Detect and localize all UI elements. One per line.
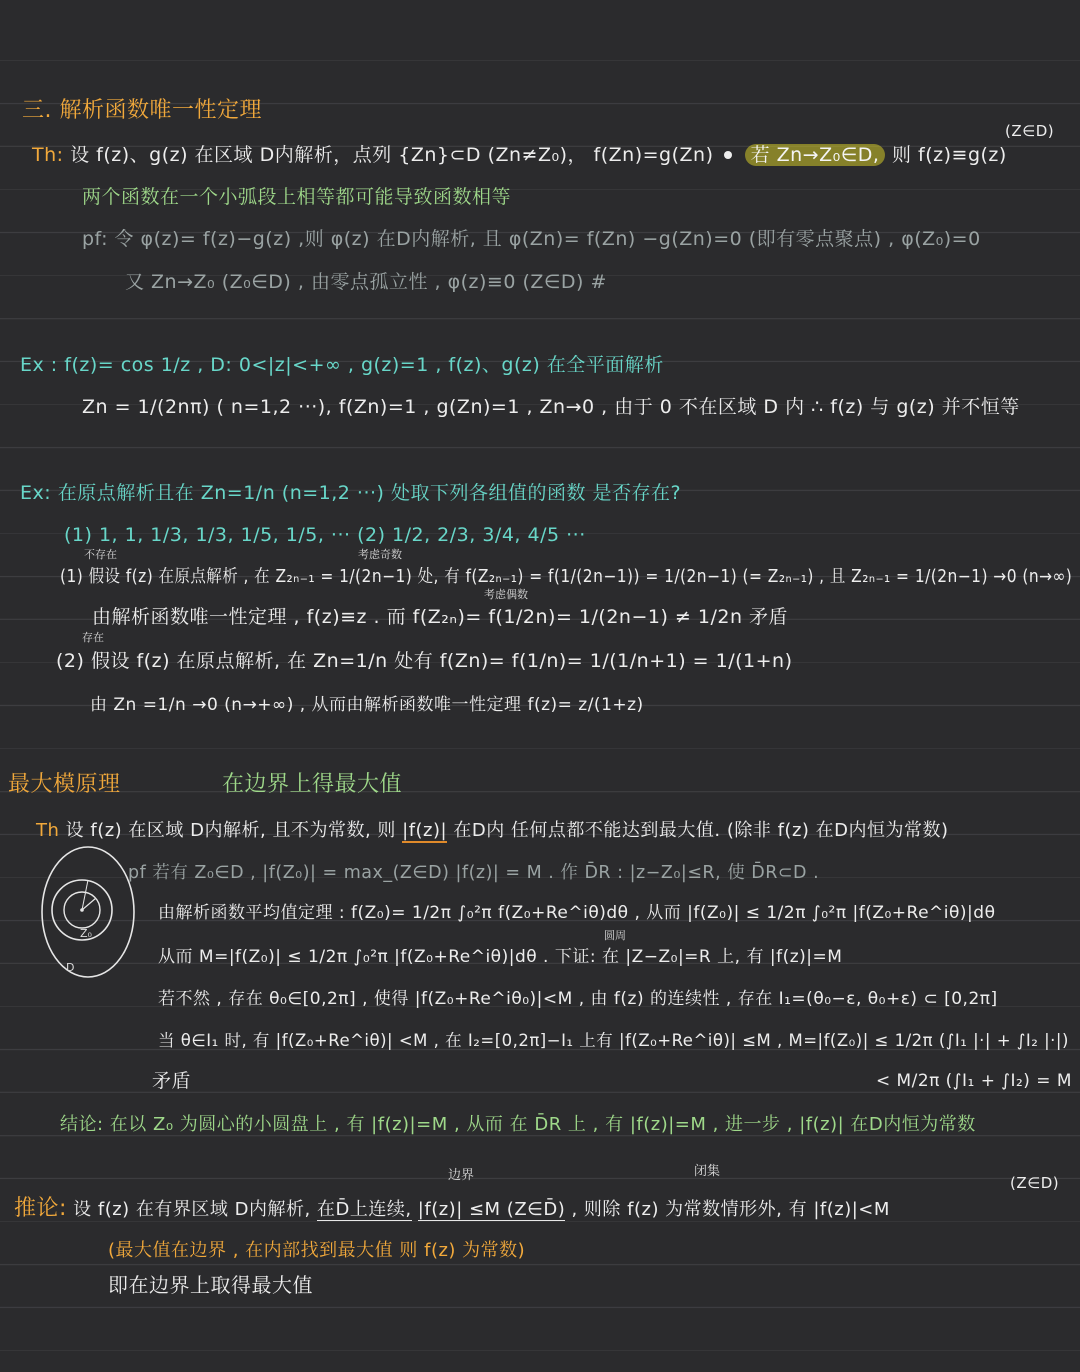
maxmod-theorem-part1: 设 f(z) 在区域 D内解析, 且不为常数, 则 bbox=[65, 820, 396, 841]
diagram-d-label: D bbox=[66, 961, 75, 974]
corollary-text-c: |f(z)| ≤M (Z∈D̄) bbox=[417, 1199, 566, 1220]
note-exist: 存在 bbox=[82, 631, 104, 644]
maxmod-theorem-abs: |f(z)| bbox=[402, 820, 448, 841]
maxmod-proof-5: 当 θ∈I₁ 时, 有 |f(Z₀+Re^iθ)| <M , 在 I₂=[0,2π]−I₁ 上有 |f(Z₀+Re^iθ)| ≤M , M=|f(Z₀)| ≤ 1/2π (∫I₁ |·| + ∫I₂ |·|) bbox=[158, 1031, 1069, 1050]
maxmod-conclusion: 结论: 在以 Z₀ 为圆心的小圆盘上 , 有 |f(z)|=M , 从而 在 D̄R 上 , 有 |f(z)|=M , 进一步 , |f(z)| 在D内恒为常数 bbox=[60, 1114, 976, 1135]
corollary-text-a: 设 f(z) 在有界区域 D内解析, bbox=[73, 1199, 317, 1220]
maxmod-inequality: < M/2π (∫I₁ + ∫I₂) = M bbox=[876, 1071, 1072, 1091]
example2-question: 在原点解析且在 Zn=1/n (n=1,2 ···) 处取下列各组值的函数 是否存在? bbox=[57, 482, 682, 504]
example1-func: f(z)= cos 1/z , D: 0<|z|<+∞ bbox=[64, 354, 342, 376]
theorem-label: Th: bbox=[32, 144, 64, 166]
corollary-label: 推论: bbox=[14, 1196, 67, 1221]
maxmod-theorem-part2: 在D内 任何点都不能达到最大值. (除非 f(z) 在D内恒为常数) bbox=[453, 820, 949, 841]
bullet-dot bbox=[724, 151, 732, 159]
solution1-line1: (1) 假设 f(z) 在原点解析 , 在 Z₂ₙ₋₁ = 1/(2n−1) 处, 有 f(Z₂ₙ₋₁) = f(1/(2n−1)) = 1/(2n−1) (= Z₂ₙ₋₁) , 且 Z₂ₙ₋₁ = 1/(2n−1) →0 (n→∞) bbox=[60, 567, 1073, 587]
note-not-exist: 不存在 bbox=[84, 548, 117, 561]
solution2-line2: 由 Zn =1/n →0 (n→+∞) , 从而由解析函数唯一性定理 f(z)= z/(1+z) bbox=[90, 695, 644, 715]
maxmod-title: 最大模原理 bbox=[8, 772, 121, 797]
section-heading: 三. 解析函数唯一性定理 bbox=[22, 98, 262, 123]
note-even: 考虑偶数 bbox=[484, 588, 528, 601]
diagram-z0-label: Z₀ bbox=[80, 927, 92, 940]
theorem-text: 设 f(z)、g(z) 在区域 D内解析，点列 {Zn}⊂D (Zn≠Z₀)， f(Zn)=g(Zn) bbox=[70, 144, 714, 166]
theorem-line bbox=[32, 142, 1007, 168]
maxmod-contradiction: 矛盾 bbox=[152, 1070, 192, 1092]
maxmod-theorem-label: Th bbox=[36, 820, 60, 841]
example2-options: (1) 1, 1, 1/3, 1/3, 1/5, 1/5, ··· (2) 1/2, 2/3, 3/4, 4/5 ··· bbox=[64, 524, 586, 546]
zed-note: (Z∈D) bbox=[1005, 122, 1055, 140]
solution2-line1: (2) 假设 f(z) 在原点解析, 在 Zn=1/n 处有 f(Zn)= f(1/n)= 1/(1/n+1) = 1/(1+n) bbox=[56, 650, 793, 672]
corollary-line1 bbox=[14, 1196, 890, 1223]
theorem-highlight: 若 Zn→Z₀∈D, bbox=[745, 144, 886, 166]
note-odd: 考虑奇数 bbox=[358, 548, 402, 561]
maxmod-proof-4: 若不然 , 存在 θ₀∈[0,2π] , 使得 |f(Z₀+Re^iθ₀)|<M , 由 f(z) 的连续性 , 存在 I₁=(θ₀−ε, θ₀+ε) ⊂ [0,2π] bbox=[158, 989, 998, 1009]
proof-line-2: 又 Zn→Z₀ (Z₀∈D) , 由零点孤立性 , φ(z)≡0 (Z∈D) # bbox=[125, 271, 607, 293]
note-closed-set: 闭集 bbox=[694, 1164, 721, 1179]
corollary-text-d: , 则除 f(z) 为常数情形外, 有 |f(z)|<M bbox=[571, 1199, 890, 1220]
corollary-text-b: 在D̄上连续, bbox=[316, 1199, 412, 1220]
theorem-conclusion: 则 f(z)≡g(z) bbox=[892, 144, 1007, 166]
maxmod-proof-3: 从而 M=|f(Z₀)| ≤ 1/2π ∫₀²π |f(Z₀+Re^iθ)|dθ . 下证: 在 |Z−Z₀|=R 上, 有 |f(z)|=M bbox=[158, 947, 843, 967]
example2-line1 bbox=[20, 480, 681, 506]
example1-line1 bbox=[20, 352, 664, 378]
example1-line2: Zn = 1/(2nπ) ( n=1,2 ···), f(Zn)=1 , g(Zn)=1 , Zn→0 , 由于 0 不在区域 D 内 ∴ f(z) 与 g(z) 并不恒等 bbox=[82, 396, 1020, 418]
example1-label: Ex : bbox=[20, 354, 58, 376]
maxmod-theorem bbox=[36, 818, 949, 844]
note-circle: 圆周 bbox=[604, 929, 626, 942]
corollary-zed: (Z∈D) bbox=[1010, 1174, 1060, 1192]
maxmod-proof-2: 由解析函数平均值定理 : f(Z₀)= 1/2π ∫₀²π f(Z₀+Re^iθ)dθ , 从而 |f(Z₀)| ≤ 1/2π ∫₀²π |f(Z₀+Re^iθ)|dθ bbox=[158, 903, 996, 923]
maxmod-proof-1: pf 若有 Z₀∈D , |f(Z₀)| = max_(Z∈D) |f(z)| = M . 作 D̄R : |z−Z₀|≤R, 使 D̄R⊂D . bbox=[128, 863, 820, 883]
corollary-line3: 即在边界上取得最大值 bbox=[108, 1273, 313, 1297]
solution1-line2: 由解析函数唯一性定理 , f(z)≡z . 而 f(Z₂ₙ)= f(1/2n)= 1/(2n−1) ≠ 1/2n 矛盾 bbox=[92, 606, 789, 628]
example1-analytic: , g(z)=1 , f(z)、g(z) 在全平面解析 bbox=[347, 354, 664, 376]
theorem-note: 两个函数在一个小弧段上相等都可能导致函数相等 bbox=[82, 186, 512, 208]
proof-line-1: pf: 令 φ(z)= f(z)−g(z) ,则 φ(z) 在D内解析, 且 φ(Zn)= f(Zn) −g(Zn)=0 (即有零点聚点) , φ(Z₀)=0 bbox=[82, 228, 981, 250]
note-boundary: 边界 bbox=[448, 1168, 475, 1183]
maxmod-subtitle: 在边界上得最大值 bbox=[222, 772, 403, 797]
corollary-line2: (最大值在边界 , 在内部找到最大值 则 f(z) 为常数) bbox=[108, 1240, 526, 1261]
example2-label: Ex: bbox=[20, 482, 52, 504]
